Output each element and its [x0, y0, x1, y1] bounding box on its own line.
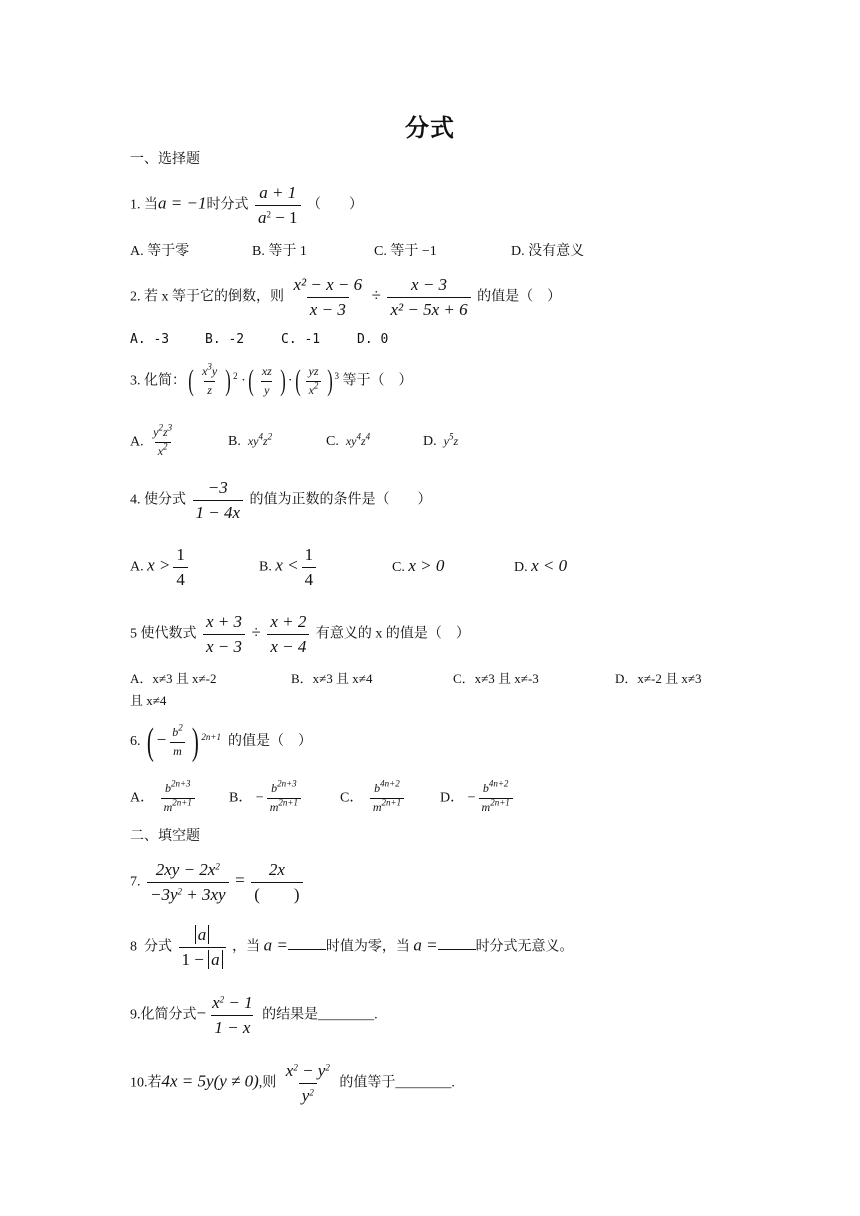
- q9-fraction: $\frac{x^2 - 1}{1 - x}$: [212, 993, 253, 1037]
- q3-option-b: B. $xy^4z^2$: [228, 431, 273, 449]
- question-6: 6. ( − $\frac{b^2}{m}$ ) $^{2n+1}$ 的值是（ ）: [130, 721, 312, 763]
- q1-condition: a = −1: [158, 193, 207, 213]
- q1-option-c: C. 等于 −1: [374, 244, 437, 259]
- question-2: 2. 若 x 等于它的倒数，则 $\frac{\text{x² − x − 6}}{x - 3}$ ÷ $\frac{x - 3}{\text{x² − 5x + 6}}$ 的值是（ ）: [130, 275, 562, 319]
- q7-fraction-lhs: $\frac{2xy - 2x^2}{-3y^2 + 3xy}$: [147, 860, 229, 904]
- question-7: 7. $\frac{2xy - 2x^2}{-3y^2 + 3xy}$ = $\frac{2x}{( )}$: [130, 860, 306, 904]
- q6-option-a: A． $\frac{b^{2n+3}}{m^{2n+1}}$: [130, 782, 198, 815]
- q2-option-a: A. -3: [130, 332, 170, 347]
- question-1: 1. 当a = −1时分式 $\frac{a + 1}{a^2 - 1}$ （ ）: [130, 183, 364, 227]
- q5-option-c: C．x≠3 且 x≠-3: [453, 671, 539, 686]
- q6-option-c: C． $\frac{b^{4n+2}}{m^{2n+1}}$: [340, 782, 407, 815]
- q5-fraction-1: $\frac{x + 3}{x - 3}$: [203, 612, 245, 656]
- page-title: 分式: [405, 114, 455, 142]
- q3-option-c: C. $xy^4z^4$: [326, 431, 371, 449]
- q6-option-b: B． − $\frac{b^{2n+3}}{m^{2n+1}}$: [229, 782, 304, 815]
- q5-option-b: B．x≠3 且 x≠4: [291, 671, 373, 686]
- q6-fraction: $\frac{b^2}{m}$: [169, 726, 186, 759]
- q8-blank-1[interactable]: [288, 949, 326, 950]
- q1-fraction: $\frac{a + 1}{a^2 - 1}$: [255, 183, 301, 227]
- q3-term-1: $\frac{x^3y}{z}$: [202, 361, 218, 397]
- q2-option-d: D. 0: [357, 332, 389, 347]
- q8-blank-2[interactable]: [438, 949, 476, 950]
- q7-fraction-rhs: $\frac{2x}{( )}$: [251, 860, 302, 904]
- question-10: 10.若4x = 5y(y ≠ 0),则 $\frac{x^2 - y^2}{y^2}$ 的值等于________.: [130, 1061, 455, 1105]
- q4-option-d: D. x < 0: [514, 556, 568, 575]
- q2-option-c: C. -1: [281, 332, 321, 347]
- q5-fraction-2: $\frac{x + 2}{x - 4}$: [267, 612, 309, 656]
- q3-term-3: $\frac{yz}{x^2}$: [306, 365, 322, 398]
- q1-option-b: B. 等于 1: [252, 244, 307, 259]
- q8-fraction: $\frac{a}{1 - a}$: [179, 925, 226, 969]
- section-heading-choice: 一、选择题: [130, 152, 200, 167]
- q4-option-b: B. x < $\frac{1}{4}$: [259, 545, 319, 589]
- question-4: 4. 使分式 $\frac{-3}{1 - 4x}$ 的值为正数的条件是（ ）: [130, 478, 432, 522]
- q6-option-d: D． − $\frac{b^{4n+2}}{m^{2n+1}}$: [440, 782, 516, 815]
- q5-option-a: A．x≠3 且 x≠-2: [130, 671, 217, 686]
- q4-fraction: $\frac{-3}{1 - 4x}$: [193, 478, 244, 522]
- q3-term-2: $\frac{xz}{y}$: [261, 364, 272, 397]
- q4-option-c: C. x > 0: [392, 556, 445, 575]
- q2-fraction-2: $\frac{x - 3}{\text{x² − 5x + 6}}$: [387, 275, 470, 319]
- question-8: 8 分式 $\frac{a}{1 - a}$ ，当 a = 时值为零，当 a = 时分式无意义。: [130, 925, 574, 969]
- q1-option-a: A. 等于零: [130, 244, 190, 259]
- q10-fraction: $\frac{x^2 - y^2}{y^2}$: [285, 1061, 330, 1105]
- question-5: 5 使代数式 $\frac{x + 3}{x - 3}$ ÷ $\frac{x + 2}{x - 4}$ 有意义的 x 的值是（ ）: [130, 612, 470, 656]
- q5-option-d-wrap: 且 x≠4: [130, 693, 167, 708]
- q5-option-d: D．x≠-2 且 x≠3: [615, 671, 702, 686]
- section-heading-fill-in: 二、填空题: [130, 829, 200, 844]
- q3-option-a: A. $\frac{y^2z^3}{x^2}$: [130, 422, 173, 458]
- q1-option-d: D. 没有意义: [511, 244, 585, 259]
- q2-fraction-1: $\frac{\text{x² − x − 6}}{x - 3}$: [293, 275, 363, 319]
- q3-option-d: D. $y^5z$: [423, 431, 459, 449]
- question-9: 9.化简分式− $\frac{x^2 - 1}{1 - x}$ 的结果是________.: [130, 993, 378, 1037]
- q4-option-a: A. x > $\frac{1}{4}$: [130, 545, 191, 589]
- question-3: 3. 化简：( $\frac{x^3y}{z}$ ) $^2$ ·( $\frac{xz}{y}$ ) ·( $\frac{yz}{x^2}$ ) $^3$ 等于（ ）: [130, 361, 413, 398]
- q2-option-b: B. -2: [205, 332, 245, 347]
